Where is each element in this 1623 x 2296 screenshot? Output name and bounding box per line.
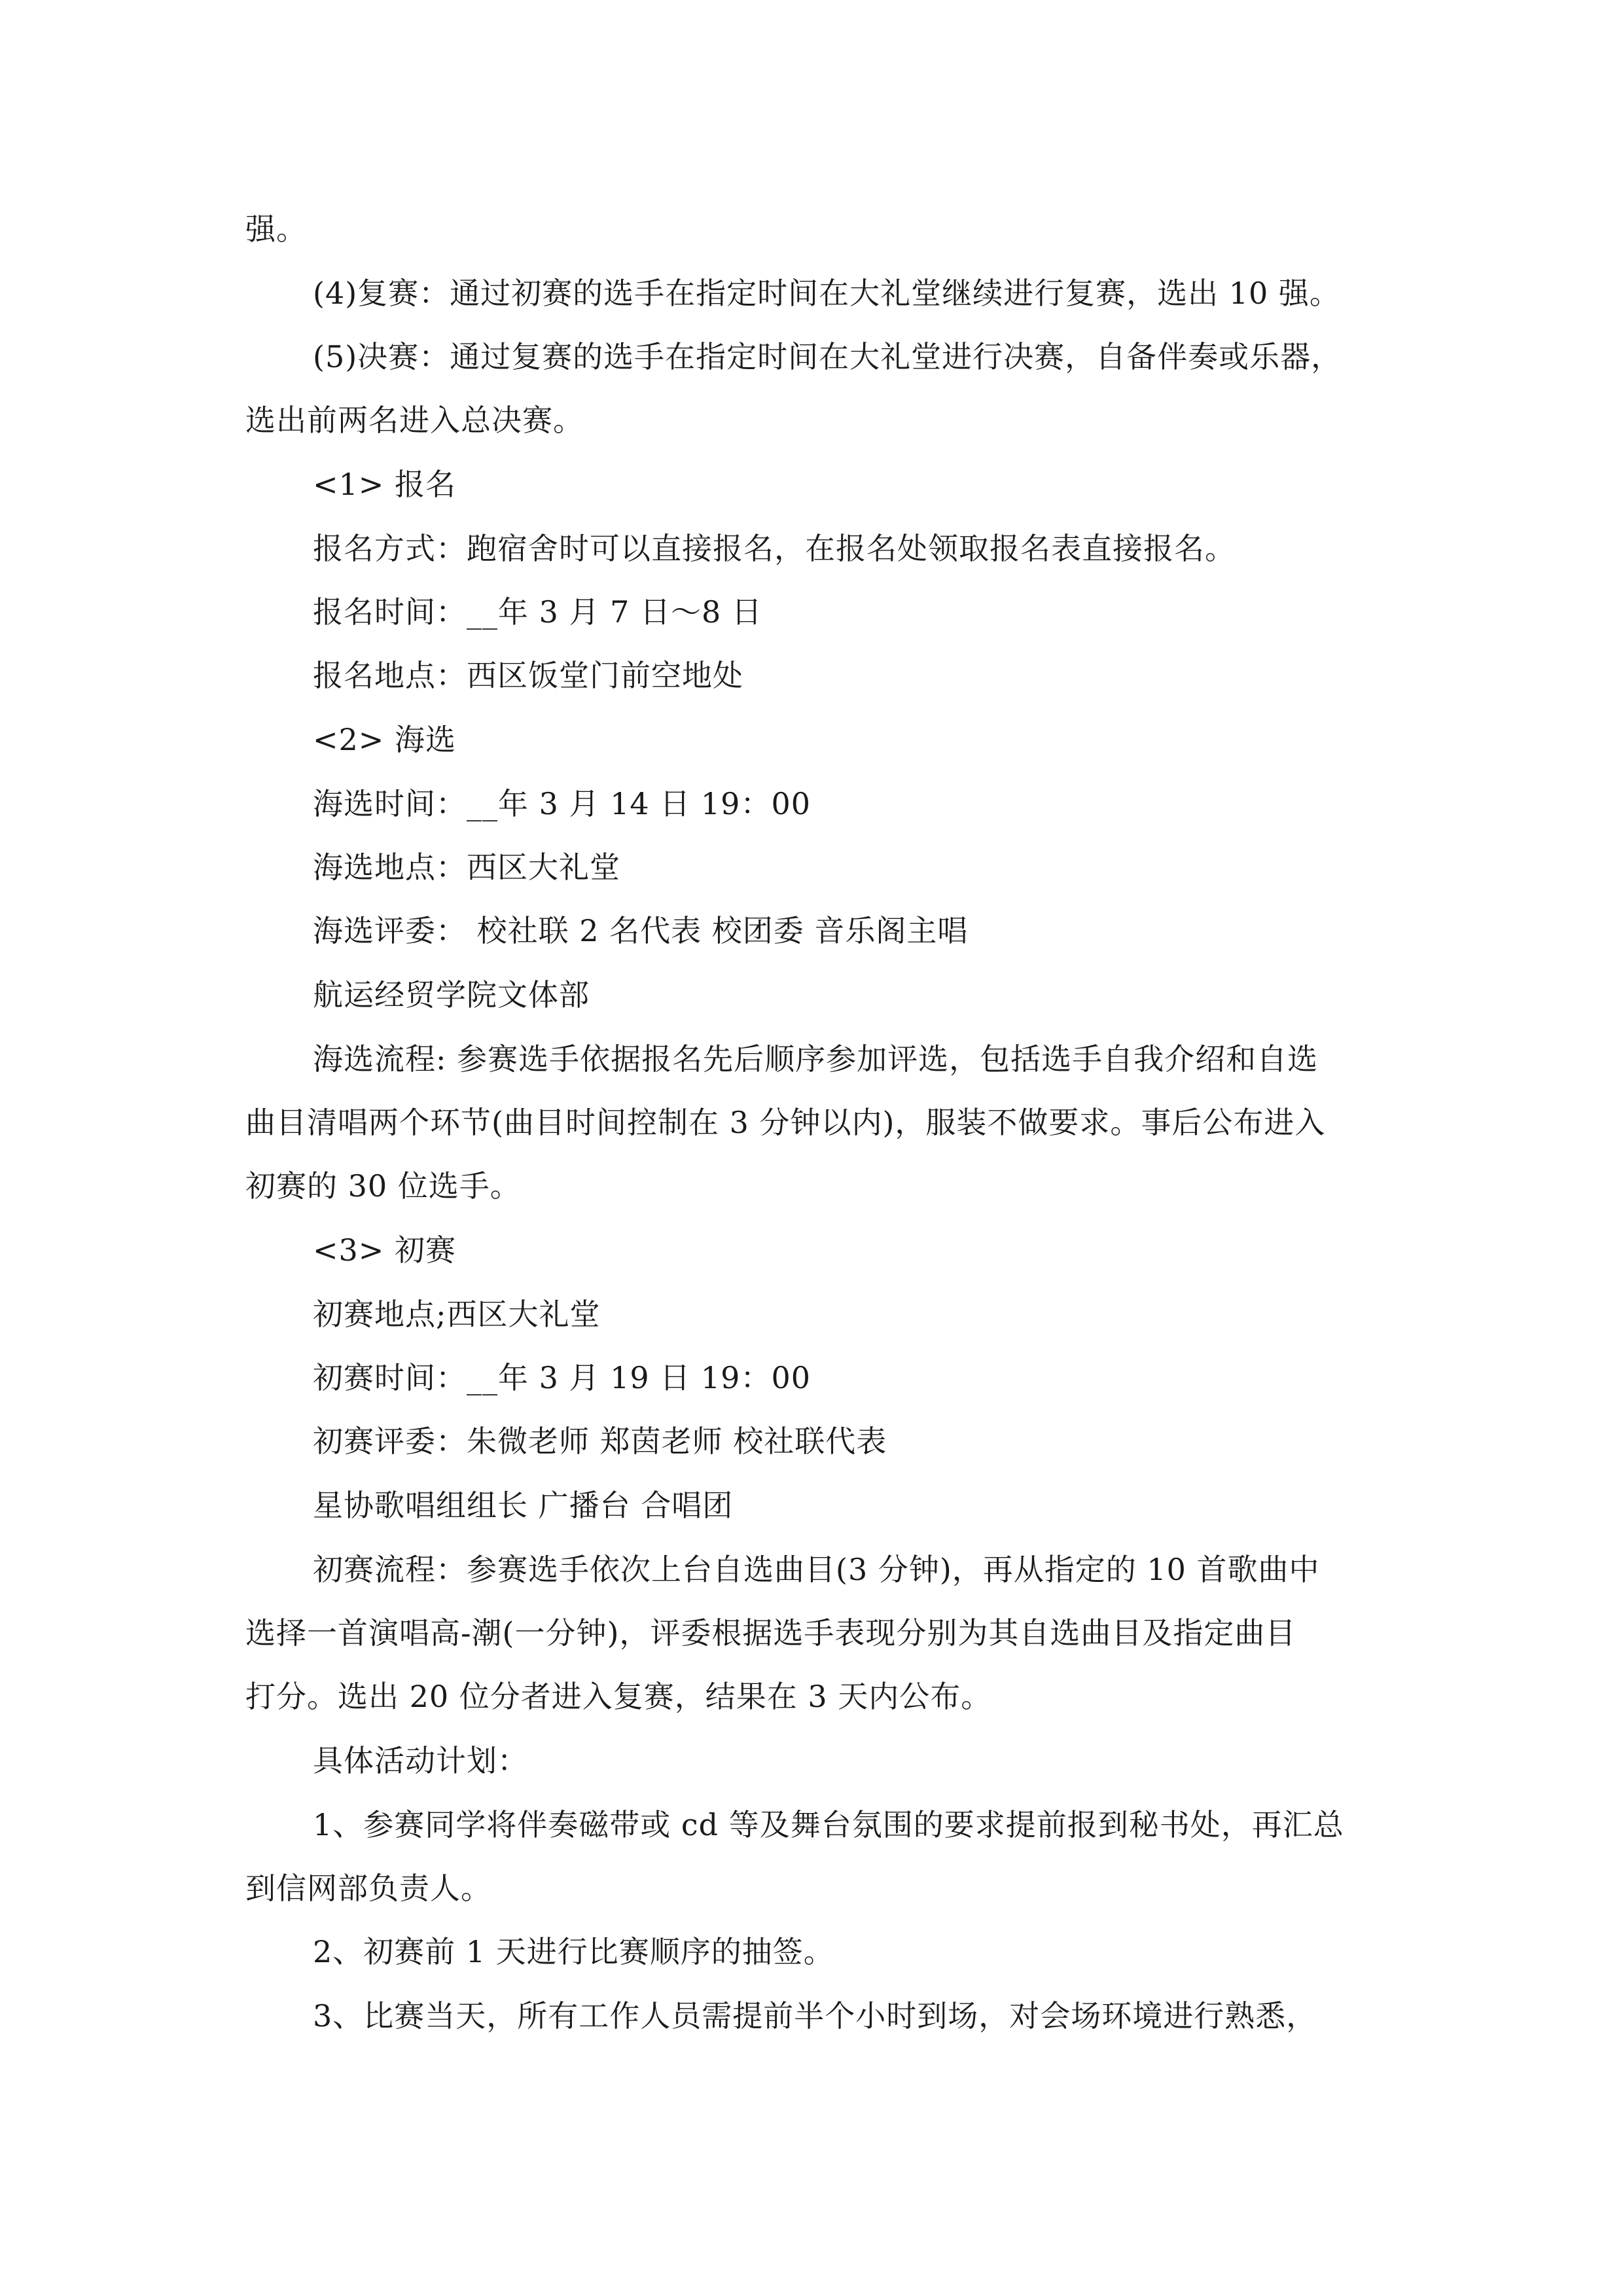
text-line-13: 航运经贸学院文体部	[313, 977, 590, 1013]
section-heading-plan: 具体活动计划：	[313, 1743, 528, 1778]
text-line-16: 初赛的 30 位选手。	[245, 1168, 521, 1204]
text-line-21: 星协歌唱组组长 广播台 合唱团	[313, 1488, 734, 1523]
text-line-26: 1、参赛同学将伴奏磁带或 cd 等及舞台氛围的要求提前报到秘书处，再汇总	[313, 1807, 1344, 1842]
text-line-23: 选择一首演唱高-潮(一分钟)，评委根据选手表现分别为其自选曲目及指定曲目	[245, 1615, 1296, 1651]
text-line-20: 初赛评委：朱微老师 郑茵老师 校社联代表	[313, 1424, 887, 1459]
section-heading-audition: <2> 海选	[313, 722, 456, 757]
text-line-28: 2、初赛前 1 天进行比赛顺序的抽签。	[313, 1934, 834, 1969]
text-line-10: 海选时间：__年 3 月 14 日 19：00	[313, 786, 811, 821]
text-line-11: 海选地点：西区大礼堂	[313, 850, 620, 885]
text-line-19: 初赛时间：__年 3 月 19 日 19：00	[313, 1360, 811, 1395]
text-line-8: 报名地点：西区饭堂门前空地处	[313, 658, 743, 693]
text-line-29: 3、比赛当天，所有工作人员需提前半个小时到场，对会场环境进行熟悉，	[313, 1998, 1317, 2034]
section-heading-signup: <1> 报名	[313, 467, 456, 502]
text-line-24: 打分。选出 20 位分者进入复赛，结果在 3 天内公布。	[245, 1679, 992, 1714]
section-heading-preliminary: <3> 初赛	[313, 1232, 456, 1268]
text-line-7: 报名时间：__年 3 月 7 日～8 日	[313, 594, 762, 630]
text-line-15: 曲目清唱两个环节(曲目时间控制在 3 分钟以内)，服装不做要求。事后公布进入	[245, 1105, 1326, 1140]
text-line-4: 选出前两名进入总决赛。	[245, 403, 584, 438]
text-line-27: 到信网部负责人。	[245, 1871, 491, 1906]
text-line-12: 海选评委： 校社联 2 名代表 校团委 音乐阁主唱	[313, 913, 969, 948]
text-line-1: 强。	[245, 211, 307, 247]
text-line-22: 初赛流程：参赛选手依次上台自选曲目(3 分钟)，再从指定的 10 首歌曲中	[313, 1552, 1320, 1587]
text-line-3: (5)决赛：通过复赛的选手在指定时间在大礼堂进行决赛，自备伴奏或乐器，	[313, 339, 1342, 374]
text-line-2: (4)复赛：通过初赛的选手在指定时间在大礼堂继续进行复赛，选出 10 强。	[313, 276, 1340, 311]
text-line-6: 报名方式：跑宿舍时可以直接报名，在报名处领取报名表直接报名。	[313, 531, 1236, 566]
text-line-18: 初赛地点;西区大礼堂	[313, 1297, 601, 1332]
text-line-14: 海选流程: 参赛选手依据报名先后顺序参加评选，包括选手自我介绍和自选	[313, 1041, 1319, 1077]
